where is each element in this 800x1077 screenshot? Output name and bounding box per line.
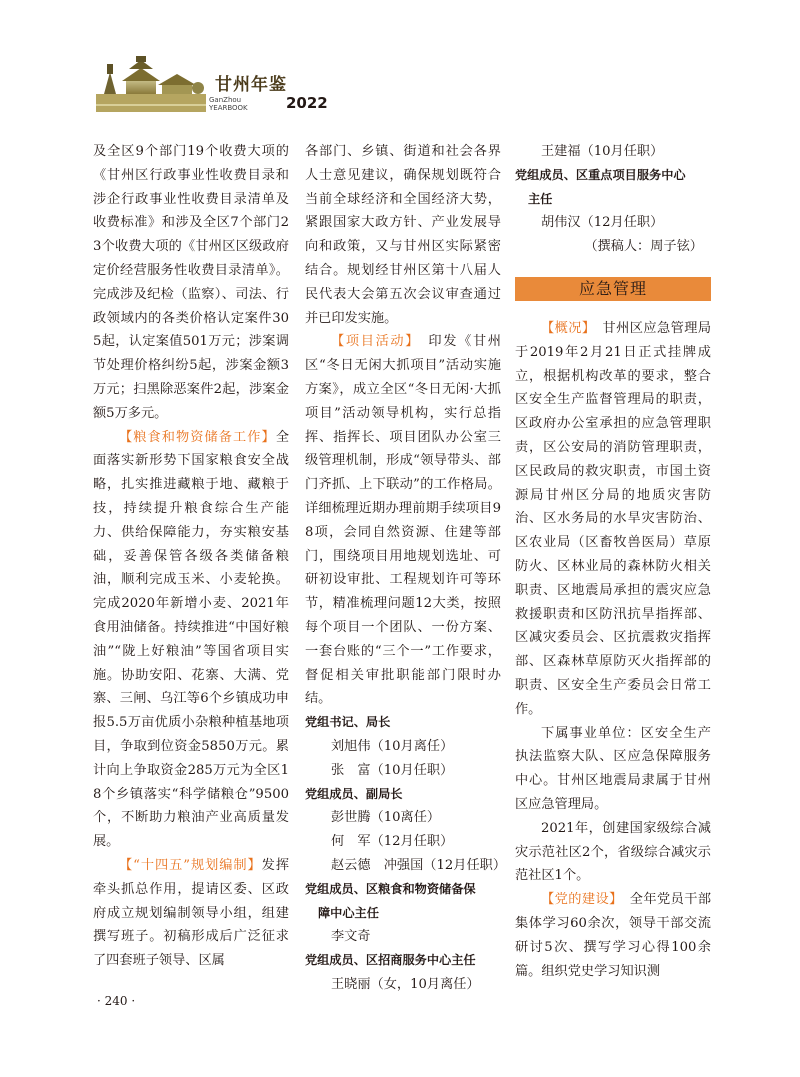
person-name: 刘旭伟（10月离任） [331, 738, 454, 754]
person-name: 王晓丽（女，10月离任） [331, 976, 480, 992]
author-byline: （撰稿人：周子铉） [584, 239, 703, 255]
person-name: 王建福（10月任职） [541, 144, 664, 159]
logo-title: 甘州年鉴 [215, 75, 287, 95]
person-name: 赵云德 冲强国（12月任职） [331, 857, 507, 873]
column-right [515, 140, 711, 983]
paragraph-overview [515, 317, 711, 722]
paragraph-demo-communities: 2021年，创建国家级综合减灾示范社区2个，省级综合减灾示范社区1个。 [515, 820, 711, 884]
paragraph-party-building-body: 全年党员干部集体学习60余次，领导干部交流研讨5次、撰写学习心得100余篇。组织党史学习知识测 [515, 892, 712, 979]
paragraph-fee-catalog: 及全区9个部门19个收费大项的《甘州区行政事业性收费目录和涉企行政事业性收费目录清单及收费标准》和涉及全区7个部门23个收费大项的《甘州区区级政府定价经营服务性收费目录清单》。完成涉及纪检（监察）、司法、行政领域内的各类价格认定案件305起，认定案值501万元；涉案调节处理价格纠纷5起，涉案金额3万元；扫黑除恶案件2起，涉案金额5万多元。 [93, 144, 289, 421]
page-number: · 240 · [97, 994, 136, 1008]
logo-year: 2022 [286, 94, 328, 112]
paragraph-14th-five-year-plan [93, 854, 289, 973]
person-name: 胡伟汉（12月任职） [541, 215, 664, 231]
person-name: 何 军（12月任职） [331, 834, 454, 850]
section-heading-project-activity: 【项目活动】 [331, 334, 414, 350]
section-heading-grain-reserve: 【粮食和物资储备工作】 [119, 429, 276, 445]
section-banner-emergency-management: 应急管理 [515, 277, 711, 301]
paragraph-grain-reserve [93, 426, 289, 854]
section-heading-overview: 【概况】 [541, 320, 589, 336]
paragraph-plan-continued: 各部门、乡镇、街道和社会各界人士意见建议，确保规划既符合当前全球经济和全国经济大势，紧跟国家大政方针、产业发展导向和政策，又与甘州区实际紧密结合。规划经甘州区第十八届人民代表大会第五次会议审查通过并已印发实施。 [305, 144, 501, 326]
role-title: 党组成员、区重点项目服务中心 [515, 167, 686, 182]
role-title: 党组成员、副局长 [305, 786, 403, 801]
ganzhou-landmark-logo-icon [96, 54, 206, 112]
paragraph-subordinate-units: 下属事业单位：区安全生产执法监察大队、区应急保障服务中心。甘州区地震局隶属于甘州区应急管理局。 [515, 725, 711, 812]
section-heading-party-building: 【党的建设】 [541, 892, 617, 908]
section-heading-14th-five-year-plan: 【“十四五”规划编制】 [119, 857, 262, 873]
role-title-continued: 障中心主任 [318, 905, 379, 920]
column-middle [305, 140, 507, 997]
paragraph-party-building [515, 888, 711, 983]
yearbook-header [96, 54, 336, 114]
paragraph-14th-five-year-plan-body: 发挥牵头抓总作用，提请区委、区政府成立规划编制领导小组，组建撰写班子。初稿形成后广泛征求了四套班子领导、区属 [93, 857, 290, 969]
paragraph-project-activity [305, 330, 501, 711]
column-left [93, 140, 289, 973]
paragraph-overview-body: 甘州区应急管理局于2019年2月21日正式挂牌成立，根据机构改革的要求，整合区安全生产监督管理局的职责，区政府办公室承担的应急管理职责，区公安局的消防管理职责，区民政局的救灾职责，市国土资源局甘州区分局的地质灾害防治、区水务局的水旱灾害防治、区农业局（区畜牧兽医局）草原防火、区林业局的森林防火相关职责、区地震局承担的震灾应急救援职责和区防汛抗旱指挥部、区减灾委员会、区抗震救灾指挥部、区森林草原防灭火指挥部的职责、区安全生产委员会日常工作。 [515, 320, 712, 717]
logo-subtitle-ganzhou: GanZhou [209, 96, 242, 104]
role-title-continued: 主任 [528, 191, 553, 206]
paragraph-project-activity-body: 印发《甘州区“冬日无闲大抓项目”活动实施方案》，成立全区“冬日无闲·大抓项目”活动领导机构，实行总指挥、指挥长、项目团队办公室三级管理机制，形成“领导带头、部门齐抓、上下联动”的工作格局。详细梳理近期办理前期手续项目98项，会同自然资源、住建等部门，围绕项目用地规划选址、可研初设审批、工程规划许可等环节，精准梳理问题12大类，按照每个项目一个团队、一份方案、一套台账的“三个一”工作要求，督促相关审批职能部门限时办结。 [305, 334, 501, 707]
person-name: 彭世腾（10离任） [331, 810, 441, 826]
role-title: 党组成员、区招商服务中心主任 [305, 953, 476, 968]
paragraph-grain-reserve-body: 全面落实新形势下国家粮食安全战略，扎实推进藏粮于地、藏粮于技，持续提升粮食综合生产能力、供给保障能力，夯实粮安基础，妥善保管各级各类储备粮油，顺利完成玉米、小麦轮换。完成2020年新增小麦、2021年食用油储备。持续推进“中国好粮油”“陇上好粮油”等国省项目实施。协助安阳、花寨、大满、党寨、三闸、乌江等6个乡镇成功申报5.5万亩优质小杂粮种植基地项目，争取到位资金5850万元。累计向上争取资金285万元为全区18个乡镇落实“科学储粮仓”9500个，不断助力粮油产业高质量发展。 [93, 429, 289, 850]
person-name: 李文奇 [331, 929, 371, 945]
role-title: 党组书记、局长 [305, 715, 391, 730]
person-name: 张 富（10月任职） [331, 762, 454, 778]
role-title: 党组成员、区粮食和物资储备保 [305, 881, 476, 896]
logo-subtitle-yearbook: YEARBOOK [209, 104, 248, 112]
